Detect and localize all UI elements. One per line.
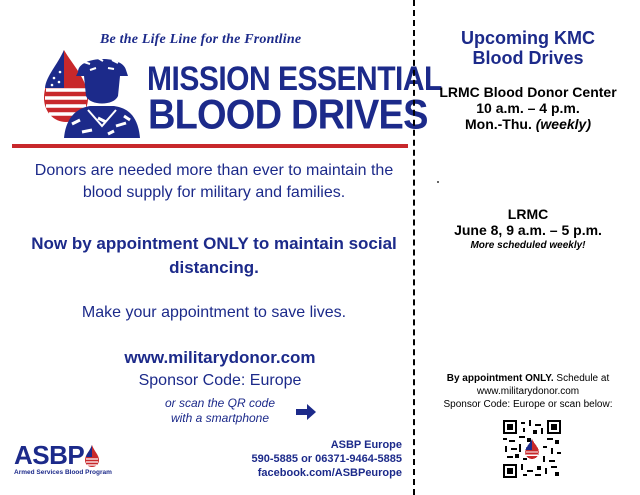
soldier-blood-drop-icon [38,46,150,142]
contact-org: ASBP Europe [330,439,402,451]
asbp-logo [14,440,124,476]
scan-instructions [120,396,320,426]
schedule-url[interactable]: www.militarydonor.com [476,386,580,397]
dashed-divider [413,0,415,495]
title-line-1: MISSION ESSENTIAL [147,60,442,98]
contact-phone: 590-5885 or 06371-9464-5885 [251,453,402,465]
tagline: Be the Life Line for the Frontline [100,32,302,47]
make-appointment-text: Make your appointment to save lives. [81,304,347,321]
appointment-message: Now by appointment ONLY to maintain social distancing. [31,234,397,277]
stray-dot [437,181,439,183]
drive-1-time: 10 a.m. – 4 p.m. [476,100,580,116]
drive-2-time: June 8, 9 a.m. – 5 p.m. [454,222,602,238]
arrow-right-icon [296,404,316,420]
qr-code-icon[interactable] [503,420,561,478]
schedule-code: Sponsor Code: Europe or scan below: [443,399,613,410]
website-link[interactable]: www.militarydonor.com [124,348,316,367]
drive-2 [418,206,638,254]
sponsor-code: Sponsor Code: Europe [138,372,302,389]
schedule-bold: By appointment ONLY. [446,373,554,384]
schedule-info [418,372,638,411]
donors-message: Donors are needed more than ever to maintain the blood supply for military and families. [34,162,394,201]
logo-name: ASBP [14,440,85,470]
sidebar-title-line-1: Upcoming KMC [461,28,595,48]
logo-subtitle: Armed Services Blood Program [14,469,112,476]
drive-1-days: Mon.-Thu. [464,116,532,132]
drive-1-location: LRMC Blood Donor Center [439,84,617,100]
title-line-2: BLOOD DRIVES [148,92,428,139]
scan-line-1: or scan the QR code [164,396,276,410]
red-divider-line [12,144,408,148]
contact-facebook[interactable]: facebook.com/ASBPeurope [257,467,402,479]
drive-1-note: (weekly) [535,116,591,132]
scan-line-2: with a smartphone [170,411,270,425]
schedule-rest: Schedule at [553,373,610,384]
sidebar-title-line-2: Blood Drives [472,48,584,68]
sidebar-title [418,28,638,68]
drive-1 [418,84,638,132]
logo-drop-icon [85,445,99,467]
drive-2-note: More scheduled weekly! [470,240,586,251]
drive-2-location: LRMC [507,206,549,222]
contact-info [210,438,402,480]
